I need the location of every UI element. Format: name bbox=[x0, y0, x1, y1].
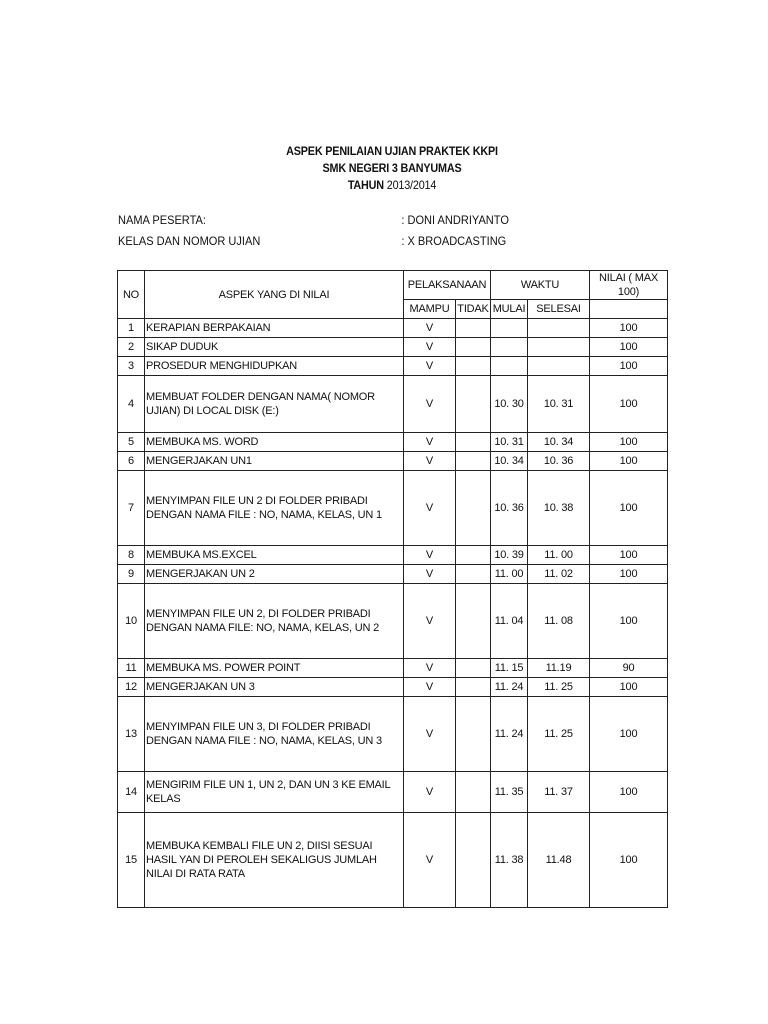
cell-mampu: V bbox=[404, 659, 456, 678]
cell-mampu: V bbox=[404, 433, 456, 452]
cell-nilai: 100 bbox=[590, 813, 668, 908]
cell-selesai: 11. 00 bbox=[528, 546, 590, 565]
cell-mampu: V bbox=[404, 813, 456, 908]
cell-mampu: V bbox=[404, 772, 456, 813]
cell-mulai: 11. 35 bbox=[491, 772, 528, 813]
cell-selesai: 10. 36 bbox=[528, 452, 590, 471]
cell-mulai: 10. 31 bbox=[491, 433, 528, 452]
cell-nilai: 100 bbox=[590, 433, 668, 452]
cell-no: 2 bbox=[118, 338, 145, 357]
table-row bbox=[118, 813, 668, 908]
cell-selesai: 11.19 bbox=[528, 659, 590, 678]
cell-mulai: 10. 34 bbox=[491, 452, 528, 471]
cell-aspek: MENYIMPAN FILE UN 2 DI FOLDER PRIBADI DENGAN NAMA FILE : NO, NAMA, KELAS, UN 1 bbox=[145, 471, 404, 546]
header-selesai: SELESAI bbox=[528, 300, 590, 319]
cell-nilai: 100 bbox=[590, 376, 668, 433]
cell-mulai: 10. 30 bbox=[491, 376, 528, 433]
cell-tidak bbox=[456, 357, 491, 376]
cell-tidak bbox=[456, 452, 491, 471]
header-mulai: MULAI bbox=[491, 300, 528, 319]
academic-year bbox=[39, 177, 745, 194]
cell-tidak bbox=[456, 678, 491, 697]
cell-selesai bbox=[528, 338, 590, 357]
cell-no: 9 bbox=[118, 565, 145, 584]
participant-class-line bbox=[118, 234, 507, 248]
cell-mulai bbox=[491, 319, 528, 338]
table-body bbox=[118, 319, 668, 908]
header-nilai-empty bbox=[590, 300, 668, 319]
cell-mulai: 10. 36 bbox=[491, 471, 528, 546]
cell-aspek: MENYIMPAN FILE UN 3, DI FOLDER PRIBADI DENGAN NAMA FILE : NO, NAMA, KELAS, UN 3 bbox=[145, 697, 404, 772]
cell-aspek: MEMBUKA KEMBALI FILE UN 2, DIISI SESUAI HASIL YAN DI PEROLEH SEKALIGUS JUMLAH NILAI DI RATA RATA bbox=[145, 813, 404, 908]
cell-nilai: 100 bbox=[590, 471, 668, 546]
cell-mulai: 11. 24 bbox=[491, 678, 528, 697]
cell-tidak bbox=[456, 338, 491, 357]
table-row bbox=[118, 584, 668, 659]
cell-mampu: V bbox=[404, 546, 456, 565]
cell-no: 8 bbox=[118, 546, 145, 565]
header-mampu: MAMPU bbox=[404, 300, 456, 319]
cell-mampu: V bbox=[404, 471, 456, 546]
cell-mampu: V bbox=[404, 584, 456, 659]
document-title: ASPEK PENILAIAN UJIAN PRAKTEK KKPI bbox=[286, 144, 498, 158]
cell-no: 15 bbox=[118, 813, 145, 908]
document-header bbox=[0, 143, 768, 194]
cell-selesai: 11.48 bbox=[528, 813, 590, 908]
cell-no: 7 bbox=[118, 471, 145, 546]
cell-nilai: 100 bbox=[590, 565, 668, 584]
cell-tidak bbox=[456, 376, 491, 433]
cell-nilai: 100 bbox=[590, 584, 668, 659]
cell-mulai: 11. 38 bbox=[491, 813, 528, 908]
table-row bbox=[118, 338, 668, 357]
cell-aspek: MEMBUKA MS. WORD bbox=[145, 433, 404, 452]
table-row bbox=[118, 319, 668, 338]
cell-mulai: 11. 24 bbox=[491, 697, 528, 772]
cell-no: 6 bbox=[118, 452, 145, 471]
cell-aspek: MEMBUKA MS. POWER POINT bbox=[145, 659, 404, 678]
table-row bbox=[118, 772, 668, 813]
cell-nilai: 90 bbox=[590, 659, 668, 678]
cell-no: 14 bbox=[118, 772, 145, 813]
cell-selesai: 10. 31 bbox=[528, 376, 590, 433]
header-pelaksanaan: PELAKSANAAN bbox=[404, 271, 491, 300]
cell-no: 4 bbox=[118, 376, 145, 433]
cell-aspek: KERAPIAN BERPAKAIAN bbox=[145, 319, 404, 338]
cell-mampu: V bbox=[404, 697, 456, 772]
cell-mampu: V bbox=[404, 565, 456, 584]
cell-mampu: V bbox=[404, 357, 456, 376]
cell-aspek: MENYIMPAN FILE UN 2, DI FOLDER PRIBADI DENGAN NAMA FILE: NO, NAMA, KELAS, UN 2 bbox=[145, 584, 404, 659]
table-row bbox=[118, 452, 668, 471]
cell-selesai bbox=[528, 357, 590, 376]
cell-mampu: V bbox=[404, 452, 456, 471]
cell-aspek: MENGERJAKAN UN 3 bbox=[145, 678, 404, 697]
cell-mampu: V bbox=[404, 338, 456, 357]
cell-selesai: 10. 34 bbox=[528, 433, 590, 452]
cell-no: 1 bbox=[118, 319, 145, 338]
cell-mampu: V bbox=[404, 678, 456, 697]
cell-no: 5 bbox=[118, 433, 145, 452]
table-row bbox=[118, 678, 668, 697]
cell-aspek: MENGERJAKAN UN1 bbox=[145, 452, 404, 471]
cell-selesai: 10. 38 bbox=[528, 471, 590, 546]
cell-tidak bbox=[456, 659, 491, 678]
cell-tidak bbox=[456, 584, 491, 659]
table-row bbox=[118, 376, 668, 433]
cell-aspek: MEMBUKA MS.EXCEL bbox=[145, 546, 404, 565]
cell-mampu: V bbox=[404, 319, 456, 338]
cell-selesai: 11. 08 bbox=[528, 584, 590, 659]
header-tidak: TIDAK bbox=[456, 300, 491, 319]
cell-tidak bbox=[456, 565, 491, 584]
cell-aspek: MEMBUAT FOLDER DENGAN NAMA( NOMOR UJIAN) DI LOCAL DISK (E:) bbox=[145, 376, 404, 433]
year-value: 2013/2014 bbox=[386, 178, 437, 192]
cell-tidak bbox=[456, 772, 491, 813]
cell-nilai: 100 bbox=[590, 697, 668, 772]
cell-tidak bbox=[456, 471, 491, 546]
table-row bbox=[118, 565, 668, 584]
cell-no: 13 bbox=[118, 697, 145, 772]
cell-tidak bbox=[456, 697, 491, 772]
header-waktu: WAKTU bbox=[491, 271, 590, 300]
table-row bbox=[118, 546, 668, 565]
participant-name-line bbox=[118, 213, 509, 227]
cell-mulai: 10. 39 bbox=[491, 546, 528, 565]
cell-selesai: 11. 25 bbox=[528, 697, 590, 772]
cell-mulai bbox=[491, 357, 528, 376]
cell-no: 12 bbox=[118, 678, 145, 697]
cell-nilai: 100 bbox=[590, 338, 668, 357]
cell-no: 11 bbox=[118, 659, 145, 678]
cell-mulai: 11. 15 bbox=[491, 659, 528, 678]
table-row bbox=[118, 433, 668, 452]
cell-mulai: 11. 00 bbox=[491, 565, 528, 584]
header-no: NO bbox=[118, 271, 145, 319]
cell-aspek: SIKAP DUDUK bbox=[145, 338, 404, 357]
participant-name-value: : DONI ANDRIYANTO bbox=[401, 213, 509, 227]
cell-mampu: V bbox=[404, 376, 456, 433]
cell-selesai: 11. 02 bbox=[528, 565, 590, 584]
cell-aspek: MENGIRIM FILE UN 1, UN 2, DAN UN 3 KE EMAIL KELAS bbox=[145, 772, 404, 813]
cell-aspek: MENGERJAKAN UN 2 bbox=[145, 565, 404, 584]
participant-class-value: : X BROADCASTING bbox=[401, 234, 507, 248]
table-row bbox=[118, 697, 668, 772]
cell-mulai: 11. 04 bbox=[491, 584, 528, 659]
table-row bbox=[118, 357, 668, 376]
cell-tidak bbox=[456, 433, 491, 452]
cell-nilai: 100 bbox=[590, 678, 668, 697]
header-aspek: ASPEK YANG DI NILAI bbox=[145, 271, 404, 319]
cell-selesai: 11. 37 bbox=[528, 772, 590, 813]
cell-nilai: 100 bbox=[590, 319, 668, 338]
school-name: SMK NEGERI 3 BANYUMAS bbox=[322, 161, 462, 175]
cell-nilai: 100 bbox=[590, 772, 668, 813]
year-label: TAHUN bbox=[347, 178, 384, 192]
header-nilai: NILAI ( MAX 100) bbox=[590, 271, 668, 300]
cell-tidak bbox=[456, 319, 491, 338]
cell-no: 3 bbox=[118, 357, 145, 376]
participant-class-label: KELAS DAN NOMOR UJIAN bbox=[118, 234, 261, 248]
cell-no: 10 bbox=[118, 584, 145, 659]
assessment-table bbox=[117, 270, 668, 908]
cell-selesai bbox=[528, 319, 590, 338]
cell-nilai: 100 bbox=[590, 452, 668, 471]
cell-nilai: 100 bbox=[590, 357, 668, 376]
cell-nilai: 100 bbox=[590, 546, 668, 565]
participant-name-label: NAMA PESERTA: bbox=[118, 213, 206, 227]
cell-aspek: PROSEDUR MENGHIDUPKAN bbox=[145, 357, 404, 376]
table-row bbox=[118, 659, 668, 678]
table-row bbox=[118, 471, 668, 546]
cell-tidak bbox=[456, 813, 491, 908]
cell-mulai bbox=[491, 338, 528, 357]
cell-selesai: 11. 25 bbox=[528, 678, 590, 697]
cell-tidak bbox=[456, 546, 491, 565]
